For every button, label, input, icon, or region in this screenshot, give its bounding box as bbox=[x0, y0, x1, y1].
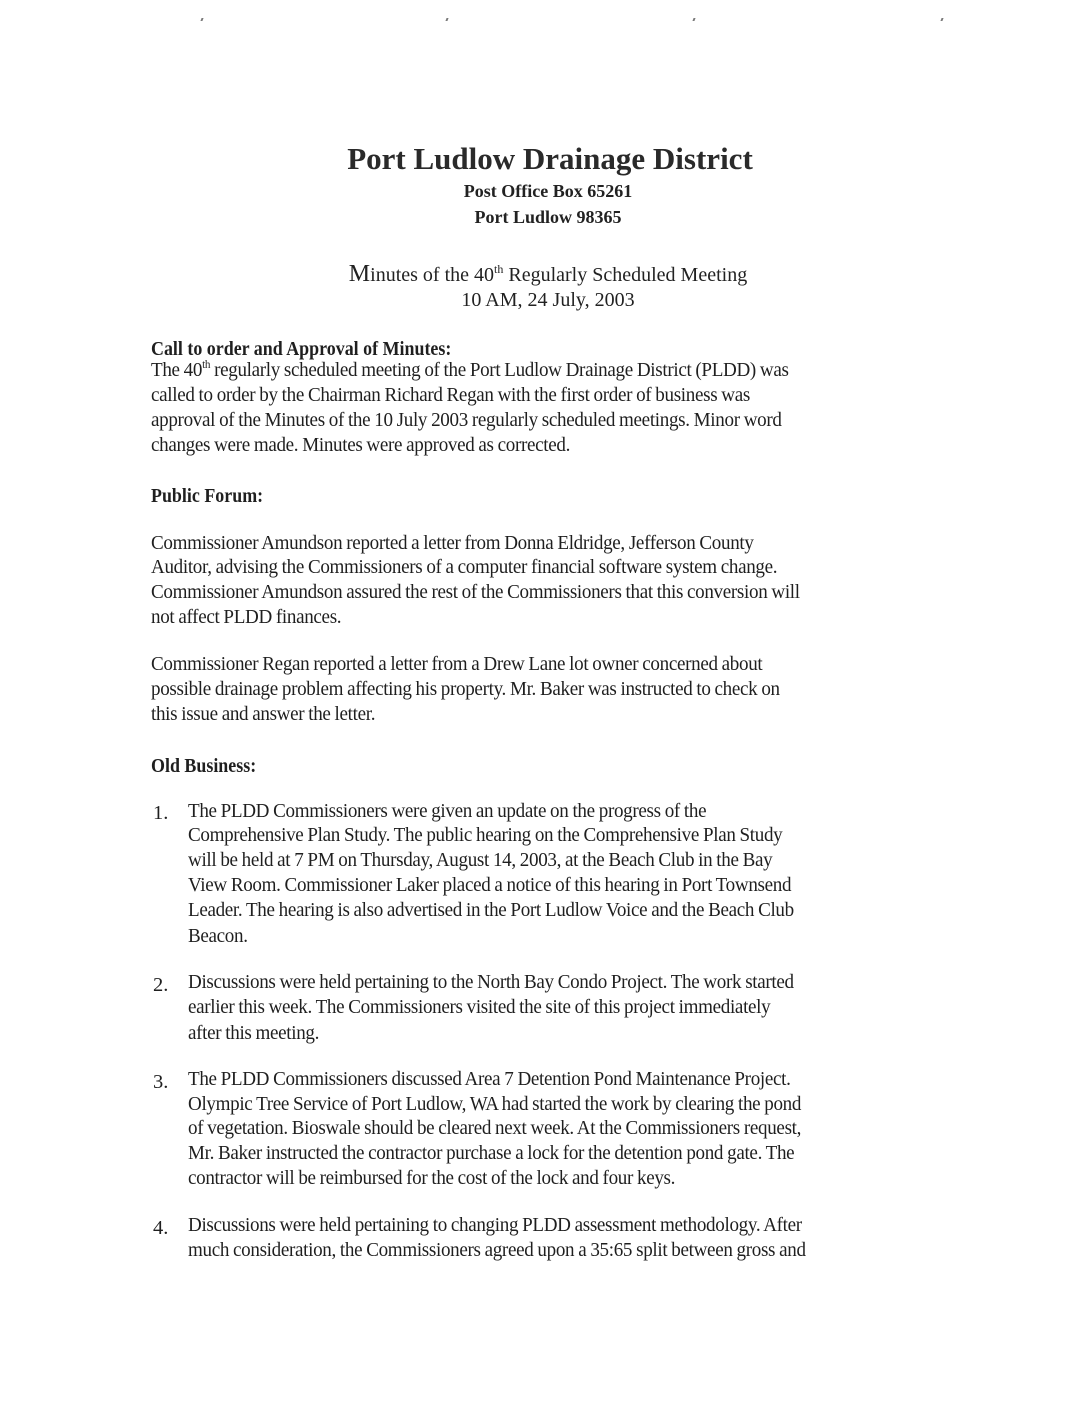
section-heading-public-forum: Public Forum: bbox=[151, 486, 264, 507]
address-line-2: Port Ludlow 98365 bbox=[474, 207, 622, 227]
list-item-line: Discussions were held pertaining to the North Bay Condo Project. The work started bbox=[188, 971, 794, 993]
scan-speck bbox=[200, 18, 203, 21]
list-item-line: View Room. Commissioner Laker placed a notice of this hearing in Port Townsend bbox=[188, 874, 792, 896]
list-item-line: Discussions were held pertaining to changing PLDD assessment methodology. After bbox=[188, 1214, 802, 1236]
list-item-line: Mr. Baker instructed the contractor purchase a lock for the detention pond gate. The bbox=[188, 1142, 795, 1164]
ordinal-sup: th bbox=[202, 357, 211, 371]
list-item-line: Olympic Tree Service of Port Ludlow, WA had started the work by clearing the pond bbox=[188, 1093, 802, 1115]
list-item-line: much consideration, the Commissioners agreed upon a 35:65 split between gross and bbox=[188, 1239, 806, 1261]
meeting-datetime: 10 AM, 24 July, 2003 bbox=[461, 289, 635, 311]
text-span: regularly scheduled meeting of the Port Ludlow Drainage District (PLDD) was bbox=[210, 359, 789, 381]
list-item-line: earlier this week. The Commissioners visited the site of this project immediately bbox=[188, 996, 771, 1018]
scan-speck bbox=[692, 18, 695, 21]
list-item-line: contractor will be reimbursed for the cost of the lock and four keys. bbox=[188, 1167, 676, 1189]
scan-speck bbox=[940, 18, 943, 21]
scan-speck bbox=[445, 18, 448, 21]
list-item-line: of vegetation. Bioswale should be cleared next week. At the Commissioners request, bbox=[188, 1117, 802, 1139]
paragraph-line: called to order by the Chairman Richard Regan with the first order of business was bbox=[151, 384, 750, 406]
meeting-title bbox=[4, 262, 1088, 287]
meeting-title-initial: M bbox=[348, 261, 371, 287]
list-item-line: Beacon. bbox=[188, 925, 248, 947]
paragraph-line: this issue and answer the letter. bbox=[151, 703, 376, 725]
list-item-line: The PLDD Commissioners discussed Area 7 Detention Pond Maintenance Project. bbox=[188, 1068, 791, 1090]
paragraph-line: Commissioner Regan reported a letter from a Drew Lane lot owner concerned about bbox=[151, 653, 763, 675]
list-item-number: 4. bbox=[153, 1217, 169, 1239]
meeting-title-suffix: Regularly Scheduled Meeting bbox=[503, 264, 748, 286]
paragraph-line: approval of the Minutes of the 10 July 2003 regularly scheduled meetings. Minor word bbox=[151, 409, 782, 431]
address-line-1: Post Office Box 65261 bbox=[463, 181, 633, 201]
section-heading-call-to-order: Call to order and Approval of Minutes: bbox=[151, 339, 452, 360]
section-heading-old-business: Old Business: bbox=[151, 756, 257, 777]
paragraph-line: not affect PLDD finances. bbox=[151, 606, 342, 628]
text-span: The 40 bbox=[151, 359, 203, 381]
list-item-number: 2. bbox=[153, 974, 169, 996]
paragraph-line bbox=[151, 358, 789, 382]
paragraph-line: possible drainage problem affecting his property. Mr. Baker was instructed to check on bbox=[151, 678, 780, 700]
paragraph-line: changes were made. Minutes were approved as corrected. bbox=[151, 434, 571, 456]
meeting-title-sup: th bbox=[494, 262, 504, 276]
organization-title: Port Ludlow Drainage District bbox=[347, 141, 753, 176]
paragraph-line: Commissioner Amundson reported a letter from Donna Eldridge, Jefferson County bbox=[151, 532, 754, 554]
paragraph-line: Commissioner Amundson assured the rest of the Commissioners that this conversion will bbox=[151, 581, 800, 603]
list-item-line: Comprehensive Plan Study. The public hearing on the Comprehensive Plan Study bbox=[188, 824, 783, 846]
paragraph-line: Auditor, advising the Commissioners of a computer financial software system change. bbox=[151, 556, 778, 578]
meeting-title-prefix: inutes of the 40 bbox=[370, 264, 495, 286]
list-item-number: 3. bbox=[153, 1071, 169, 1093]
list-item-line: The PLDD Commissioners were given an update on the progress of the bbox=[188, 800, 707, 822]
list-item-line: will be held at 7 PM on Thursday, August 14, 2003, at the Beach Club in the Bay bbox=[188, 849, 773, 871]
list-item-line: Leader. The hearing is also advertised in the Port Ludlow Voice and the Beach Club bbox=[188, 899, 794, 921]
list-item-line: after this meeting. bbox=[188, 1022, 320, 1044]
list-item-number: 1. bbox=[153, 802, 169, 824]
